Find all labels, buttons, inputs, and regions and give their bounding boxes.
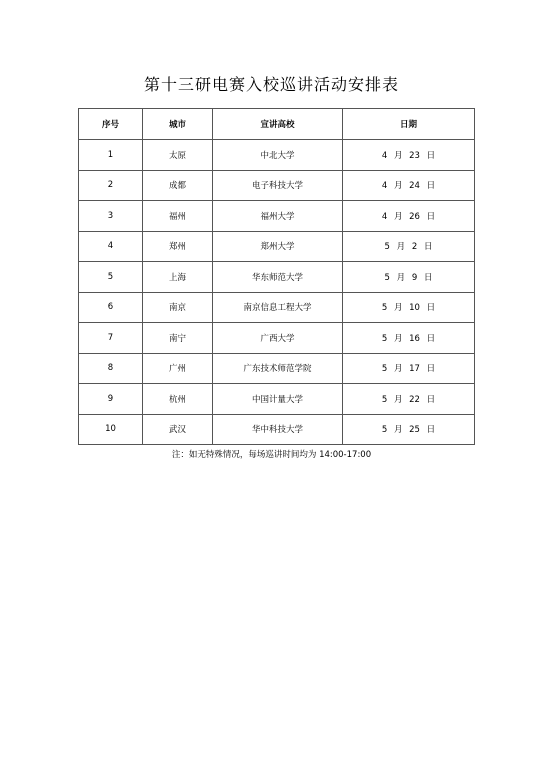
cell-date: 5 月 16 日: [343, 323, 475, 354]
table-row: [79, 140, 475, 171]
cell-city: 南宁: [143, 323, 213, 354]
cell-city: 郑州: [143, 231, 213, 262]
cell-school: 中北大学: [213, 140, 343, 171]
cell-city: 上海: [143, 262, 213, 293]
cell-city: 太原: [143, 140, 213, 171]
cell-school: 郑州大学: [213, 231, 343, 262]
table-row: [79, 231, 475, 262]
cell-school: 广东技术师范学院: [213, 353, 343, 384]
header-seq: 序号: [79, 109, 143, 140]
cell-date: 4 月 24 日: [343, 170, 475, 201]
cell-seq: 5: [79, 262, 143, 293]
cell-city: 南京: [143, 292, 213, 323]
cell-seq: 1: [79, 140, 143, 171]
table-row: [79, 262, 475, 293]
table-row: [79, 384, 475, 415]
cell-city: 广州: [143, 353, 213, 384]
footnote: 注：如无特殊情况，每场巡讲时间均为 14:00-17:00: [171, 450, 372, 460]
cell-date: 5 月 2 日: [343, 231, 475, 262]
cell-seq: 6: [79, 292, 143, 323]
table-header-row: [79, 109, 475, 140]
table-row: [79, 414, 475, 445]
cell-date: 5 月 25 日: [343, 414, 475, 445]
table-row: [79, 292, 475, 323]
cell-school: 华东师范大学: [213, 262, 343, 293]
cell-city: 成都: [143, 170, 213, 201]
cell-seq: 3: [79, 201, 143, 232]
header-school: 宣讲高校: [213, 109, 343, 140]
cell-city: 福州: [143, 201, 213, 232]
cell-school: 广西大学: [213, 323, 343, 354]
table-row: [79, 353, 475, 384]
cell-school: 电子科技大学: [213, 170, 343, 201]
cell-seq: 9: [79, 384, 143, 415]
cell-city: 武汉: [143, 414, 213, 445]
cell-seq: 10: [79, 414, 143, 445]
cell-seq: 7: [79, 323, 143, 354]
cell-date: 5 月 17 日: [343, 353, 475, 384]
page-title: 第十三研电赛入校巡讲活动安排表: [143, 75, 399, 94]
cell-date: 5 月 22 日: [343, 384, 475, 415]
cell-date: 5 月 9 日: [343, 262, 475, 293]
cell-school: 福州大学: [213, 201, 343, 232]
table-row: [79, 323, 475, 354]
cell-school: 华中科技大学: [213, 414, 343, 445]
cell-seq: 8: [79, 353, 143, 384]
cell-date: 4 月 23 日: [343, 140, 475, 171]
cell-date: 5 月 10 日: [343, 292, 475, 323]
header-date: 日期: [343, 109, 475, 140]
cell-date: 4 月 26 日: [343, 201, 475, 232]
cell-seq: 4: [79, 231, 143, 262]
cell-city: 杭州: [143, 384, 213, 415]
cell-school: 南京信息工程大学: [213, 292, 343, 323]
cell-school: 中国计量大学: [213, 384, 343, 415]
schedule-table: [78, 108, 475, 445]
cell-seq: 2: [79, 170, 143, 201]
table-row: [79, 170, 475, 201]
header-city: 城市: [143, 109, 213, 140]
table-row: [79, 201, 475, 232]
